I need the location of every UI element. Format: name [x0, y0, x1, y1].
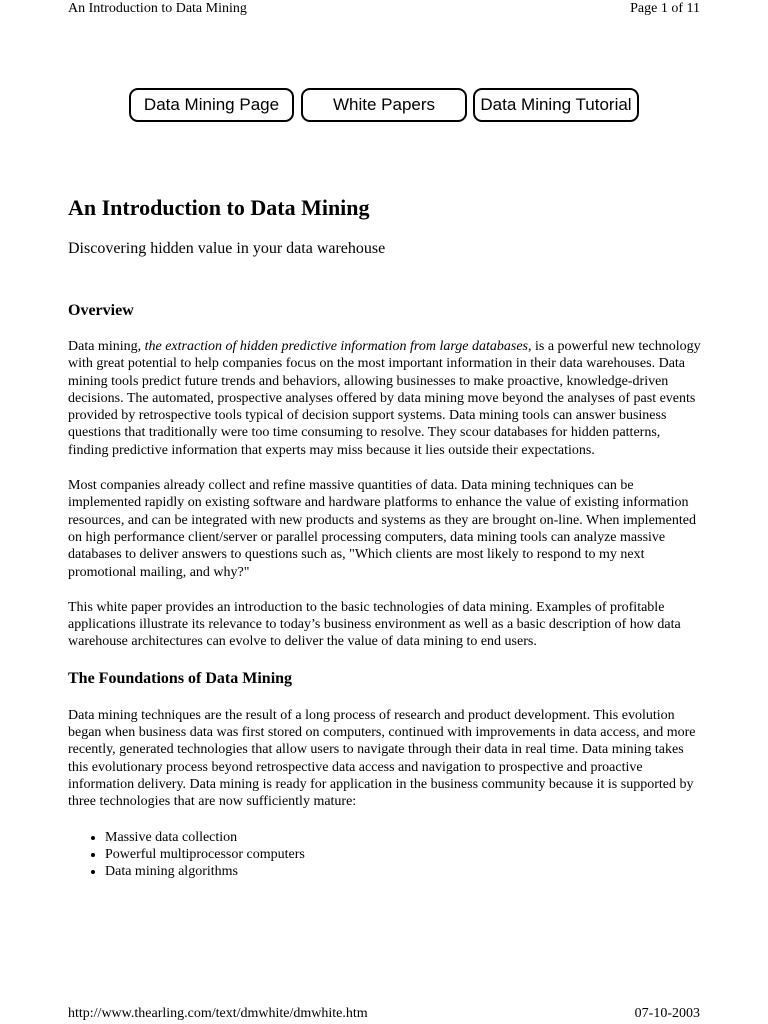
- print-header: [68, 0, 700, 20]
- overview-paragraph-3: This white paper provides an introduction to the basic technologies of data mining. Examples of profitable applications illustrate its relevance to today’s business environment as well as a basic description of how data warehouse architectures can evolve to deliver the value of data mining to end users.: [68, 599, 681, 650]
- white-papers-button[interactable]: White Papers: [301, 88, 467, 122]
- list-item: • Massive data collection: [105, 829, 702, 846]
- overview-p1-start: Data mining,: [68, 339, 145, 354]
- source-url: http://www.thearling.com/text/dmwhite/dmwhite.htm: [68, 1006, 368, 1021]
- data-mining-page-button[interactable]: Data Mining Page: [129, 88, 294, 122]
- page-counter: Page 1 of 11: [630, 1, 700, 16]
- nav-buttons: [129, 88, 649, 124]
- overview-p1-rest: , is a powerful new technology with great potential to help companies focus on the most important information in their data warehouses. Data mining tools predict future trends and behaviors, allowing businesses to make proactive, knowledge-driven decisions. The automated, prospective analyses offered by data mining move beyond the analyses of past events provided by retrospective tools typical of decision support systems. Data mining tools can answer business questions that traditionally were too time consuming to resolve. They scour databases for hidden patterns, finding predictive information that experts may miss because it lies outside their expectations.: [68, 339, 701, 458]
- overview-heading: Overview: [68, 302, 134, 319]
- data-mining-tutorial-button[interactable]: Data Mining Tutorial: [473, 88, 639, 122]
- foundations-paragraph-1: Data mining techniques are the result of a long process of research and product development. This evolution began when business data was first stored on computers, continued with improvements in data access, and more recently, generated technologies that allow users to navigate through their data in real time. Data mining takes this evolutionary process beyond retrospective data access and navigation to prospective and proactive information delivery. Data mining is ready for application in the business community because it is supported by three technologies that are now sufficiently mature:: [68, 707, 696, 810]
- print-footer: [68, 1005, 700, 1023]
- list-item: • Powerful multiprocessor computers: [105, 846, 702, 863]
- overview-paragraph-1: [68, 338, 702, 459]
- article-subtitle: Discovering hidden value in your data warehouse: [68, 240, 386, 257]
- list-item: • Data mining algorithms: [105, 863, 702, 880]
- overview-p1-definition: the extraction of hidden predictive information from large databases: [144, 339, 528, 354]
- article-title: An Introduction to Data Mining: [68, 195, 370, 220]
- print-date: 07-10-2003: [634, 1006, 700, 1021]
- article-content: [68, 193, 702, 880]
- print-header-title: An Introduction to Data Mining: [68, 1, 247, 16]
- overview-paragraph-2: Most companies already collect and refine massive quantities of data. Data mining techniques can be implemented rapidly on existing software and hardware platforms to enhance the value of existing information resources, and can be integrated with new products and systems as they are brought on-line. When implemented on high performance client/server or parallel processing computers, data mining tools can analyze massive databases to deliver answers to questions such as, "Which clients are most likely to respond to my next promotional mailing, and why?": [68, 478, 696, 580]
- foundations-heading: The Foundations of Data Mining: [68, 669, 293, 687]
- technologies-list: [68, 829, 702, 880]
